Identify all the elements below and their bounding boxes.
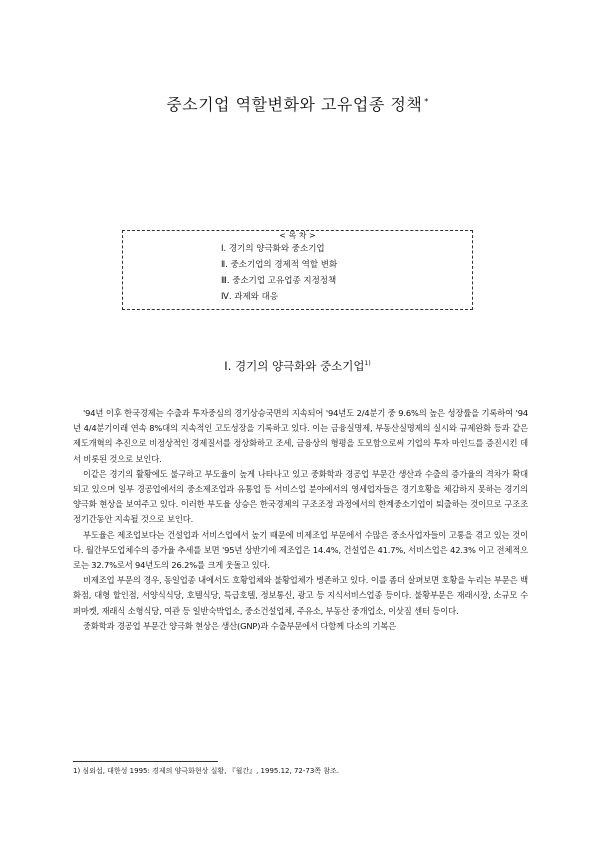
paragraph: '94년 이후 한국경제는 수출과 투자중심의 경기상승국면의 지속되어 '94년도 2/4분기 중 9.6%의 높은 성장률을 기록하여 '94년 4/4분기이래 연속 8%대의 지속적인 고도성장을 기록하고 있다. 이는 금융실명제, 부동산실명제의 실시와 규제완화 등과 같은 제도개혁의 추진으로 비정상적인 경제질서를 정상화하고 조세, 금융상의 형평을 도모함으로써 기업의 투자 마인드를 증진시킨 데서 비롯된 것으로 보인다. xyxy=(73,408,528,464)
body-text xyxy=(73,406,528,634)
toc-item: Ⅰ. 경기의 양극화와 중소기업 xyxy=(221,244,325,254)
section-heading xyxy=(0,358,595,374)
footnote-divider xyxy=(73,761,218,762)
table-of-contents xyxy=(122,230,473,310)
toc-item: Ⅳ. 과제와 대응 xyxy=(221,292,279,302)
document-title-text: 중소기업 역할변화와 고유업종 정책 xyxy=(166,95,423,114)
toc-item: Ⅲ. 중소기업 고유업종 지정정책 xyxy=(221,276,337,286)
paragraph: 이같은 경기의 활황에도 불구하고 부도율이 높게 나타나고 있고 중화학과 경공업 부문간 생산과 수출의 증가율의 격차가 확대되고 있으며 일부 경공업에서의 중소제조업과 유통업 등 서비스업 분야에서의 영세업자들은 경기호황을 체감하지 못하는 경기의 양극화 현상을 보여주고 있다. 이러한 부도율 상승은 한국경제의 구조조정 과정에서의 한계중소기업이 퇴출하는 것이므로 구조조정기간동안 지속될 것으로 보인다. xyxy=(73,468,528,525)
title-footnote-mark: * xyxy=(424,96,429,106)
paragraph: 비제조업 부문의 경우, 동일업종 내에서도 호황업체와 불황업체가 병존하고 있다. 이를 좀더 살펴보면 호황을 누리는 부문은 백화점, 대형 할인점, 서양식식당, 호텔식당, 특급호텔, 정보통신, 광고 등 지식서비스업종 등이다. 불황부문은 재래시장, 소규모 수퍼마켓, 재래식 소형식당, 여관 등 일반숙박업소, 중소건설업체, 주유소, 부동산 중개업소, 이삿짐 센터 등이다. xyxy=(73,575,528,616)
paragraph: 중화학과 경공업 부문간 양극화 현상은 생산(GNP)과 수출부문에서 다함께 다소의 기복은 xyxy=(83,620,397,631)
section-heading-text: Ⅰ. 경기의 양극화와 중소기업 xyxy=(224,359,365,373)
footnote: 1) 심외섭, 대한성 1995: 경제의 양극화현상 실황, 『월간』, 1995.12, 72-73쪽 참조. xyxy=(73,767,340,775)
section-footnote-mark: 1) xyxy=(364,360,371,368)
document-title xyxy=(0,92,595,115)
toc-heading-text: < 목 차 > xyxy=(271,231,324,240)
toc-list xyxy=(221,241,337,305)
toc-item: Ⅱ. 중소기업의 경제적 역할 변화 xyxy=(221,260,338,270)
toc-heading xyxy=(123,223,472,242)
paragraph: 부도율은 제조업보다는 건설업과 서비스업에서 높기 때문에 비제조업 부문에서 수많은 중소사업자들이 고통을 겪고 있는 것이다. 월간부도업체수의 증가율 추세를 보면 '95년 상반기에 제조업은 14.4%, 건설업은 41.7%, 서비스업은 42.3% 이고 전체적으로는 32.7%로서 94년도의 26.2%를 크게 웃돌고 있다. xyxy=(73,529,528,571)
